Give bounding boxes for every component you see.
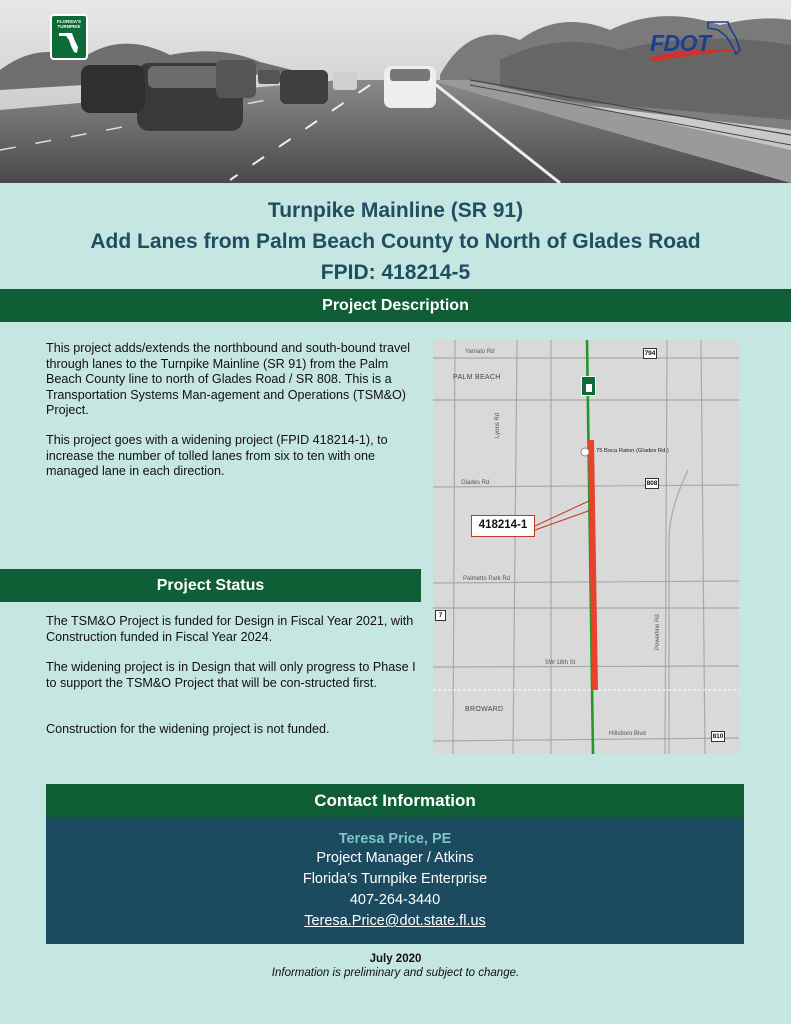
title-line-3: FPID: 418214-5 (320, 261, 471, 284)
sr810-shield-icon: 810 (712, 733, 724, 740)
footer-disclaimer: Information is preliminary and subject to change. (271, 967, 520, 979)
sr7-shield-icon: 7 (435, 610, 446, 621)
map-area-broward: BROWARD (465, 706, 504, 713)
footer-date: July 2020 (369, 953, 422, 965)
contact-phone: 407-264-3440 (349, 892, 441, 908)
map-label-hillsboro: Hillsboro Blvd (609, 731, 646, 737)
florida-turnpike-logo (50, 14, 88, 60)
title-line-2: Add Lanes from Palm Beach County to North of Glades Road (90, 230, 701, 253)
fdot-logo-text: FDOT (650, 30, 711, 56)
map-label-sw18: SW 18th St (545, 660, 576, 666)
contact-card (46, 817, 744, 944)
project-description-heading: Project Description (0, 289, 791, 322)
contact-email-link[interactable]: Teresa.Price@dot.state.fl.us (304, 913, 486, 929)
status-paragraph: The widening project is in Design that will only progress to Phase I to support the TSM&O Project that will be con-structed first. (46, 660, 416, 690)
contact-organization: Florida’s Turnpike Enterprise (302, 871, 488, 887)
contact-information-heading: Contact Information (46, 784, 744, 817)
status-paragraph: Construction for the widening project is not funded. (46, 722, 330, 736)
description-paragraph: This project goes with a widening project (FPID 418214-1), to increase the number of tolled lanes from six to ten with one managed lane in each direction. (46, 433, 388, 479)
turnpike-shield-icon (581, 376, 596, 396)
map-label-glades: Glades Rd (461, 480, 490, 486)
status-paragraph: The TSM&O Project is funded for Design in Fiscal Year 2021, with Construction funded in Fiscal Year 2024. (46, 614, 414, 644)
map-interchange-label: 75 Boca Raton (Glades Rd.) (596, 448, 669, 454)
document-title (0, 195, 791, 288)
contact-title: Project Manager / Atkins (316, 850, 474, 866)
florida-state-icon (58, 31, 80, 55)
fpid-callout: 418214-1 (471, 515, 535, 537)
map-roads (433, 340, 739, 754)
project-location-map (433, 340, 739, 754)
title-line-1: Turnpike Mainline (SR 91) (267, 199, 524, 222)
footer (0, 952, 791, 981)
map-label-powerline: Powerline Rd (655, 614, 661, 650)
map-label-lyons: Lyons Rd (495, 412, 501, 438)
map-label-yamato: Yamato Rd (465, 349, 495, 355)
fdot-logo (646, 20, 742, 64)
description-paragraph: This project adds/extends the northbound and south-bound travel through lanes to the Turnpike Mainline (SR 91) from the Palm Beach County line to north of Glades Road / SR 808. This is a Transportation Systems Man-agement and Operations (TSM&O) Project. (46, 341, 411, 418)
project-status-heading: Project Status (0, 569, 421, 602)
map-area-palm-beach: PALM BEACH (453, 374, 501, 381)
map-label-palmetto: Palmetto Park Rd (463, 576, 511, 582)
turnpike-logo-text: FLORIDA'S TURNPIKE (56, 19, 82, 29)
contact-name: Teresa Price, PE (338, 831, 452, 847)
sr808-shield-icon: 808 (646, 480, 658, 487)
sr794-shield-icon: 794 (644, 350, 656, 357)
